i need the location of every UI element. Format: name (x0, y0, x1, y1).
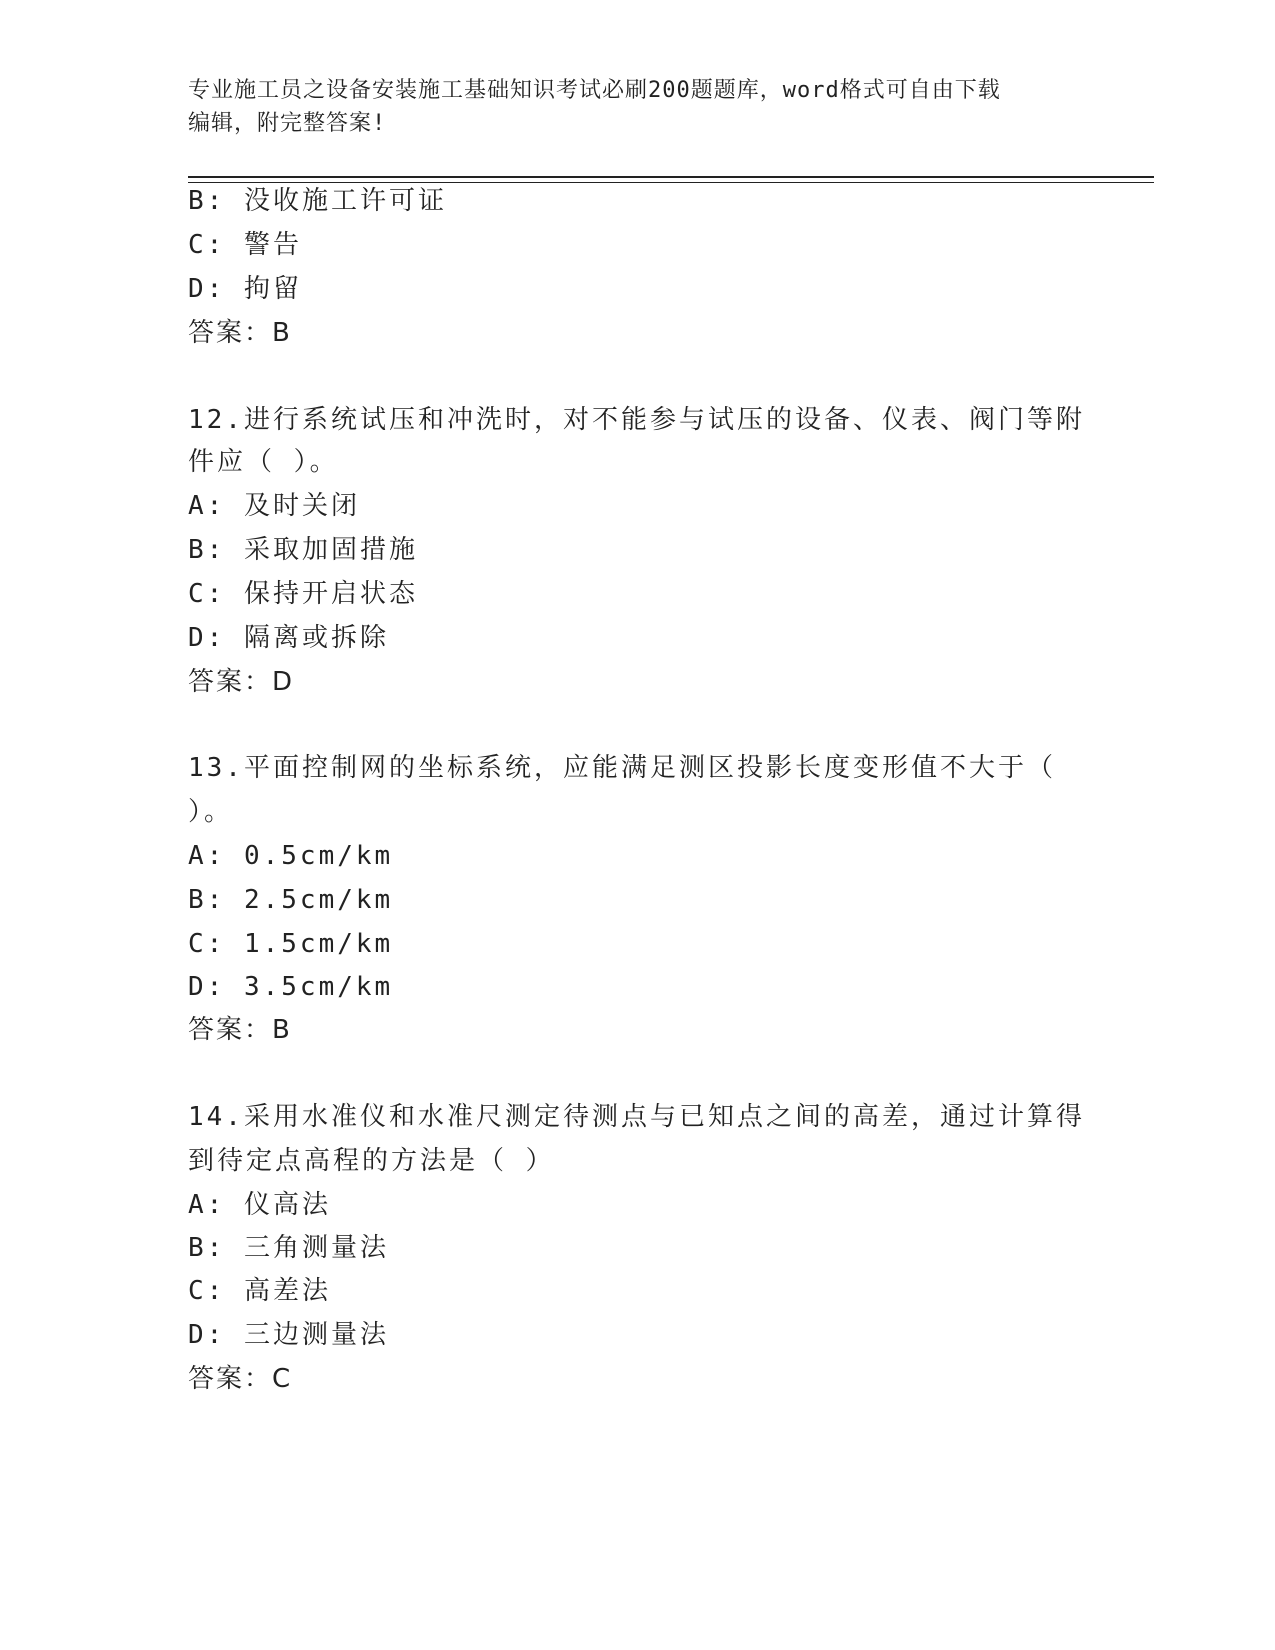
option-b: B: 三角测量法 (188, 1233, 389, 1263)
option-c: C: 1.5cm/km (188, 929, 394, 959)
question-stem-line-1: 14.采用水准仪和水准尺测定待测点与已知点之间的高差，通过计算得 (188, 1102, 1085, 1132)
option-d: D: 三边测量法 (188, 1320, 389, 1350)
header-title-line-2: 编辑，附完整答案! (188, 111, 387, 136)
answer: 答案：B (188, 1015, 292, 1045)
option-d: D: 3.5cm/km (188, 972, 394, 1002)
answer: 答案：B (188, 318, 292, 348)
header-title-line-1: 专业施工员之设备安装施工基础知识考试必刷200题题库，word格式可自由下载 (188, 78, 1001, 103)
question-stem-line-2: 到待定点高程的方法是（ ） (188, 1146, 555, 1176)
option-c: C: 保持开启状态 (188, 579, 418, 609)
page-header (188, 74, 1088, 140)
option-a: A: 仪高法 (188, 1190, 331, 1220)
question-stem-line-2: 件应（ ）。 (188, 447, 339, 477)
question-stem-line-1: 12.进行系统试压和冲洗时，对不能参与试压的设备、仪表、阀门等附 (188, 405, 1085, 435)
option-c: C: 警告 (188, 230, 302, 260)
answer: 答案：C (188, 1364, 293, 1394)
option-b: B: 2.5cm/km (188, 885, 394, 915)
option-d: D: 隔离或拆除 (188, 623, 389, 653)
option-d: D: 拘留 (188, 274, 302, 304)
header-divider-thin (188, 182, 1154, 183)
header-divider-thick (188, 176, 1154, 178)
option-a: A: 及时关闭 (188, 491, 360, 521)
question-stem-line-1: 13.平面控制网的坐标系统，应能满足测区投影长度变形值不大于（ (188, 753, 1056, 783)
option-c: C: 高差法 (188, 1276, 331, 1306)
option-b: B: 采取加固措施 (188, 535, 418, 565)
answer: 答案：D (188, 667, 295, 697)
question-stem-line-2: ）。 (188, 797, 234, 827)
option-b: B: 没收施工许可证 (188, 186, 447, 216)
option-a: A: 0.5cm/km (188, 841, 394, 871)
